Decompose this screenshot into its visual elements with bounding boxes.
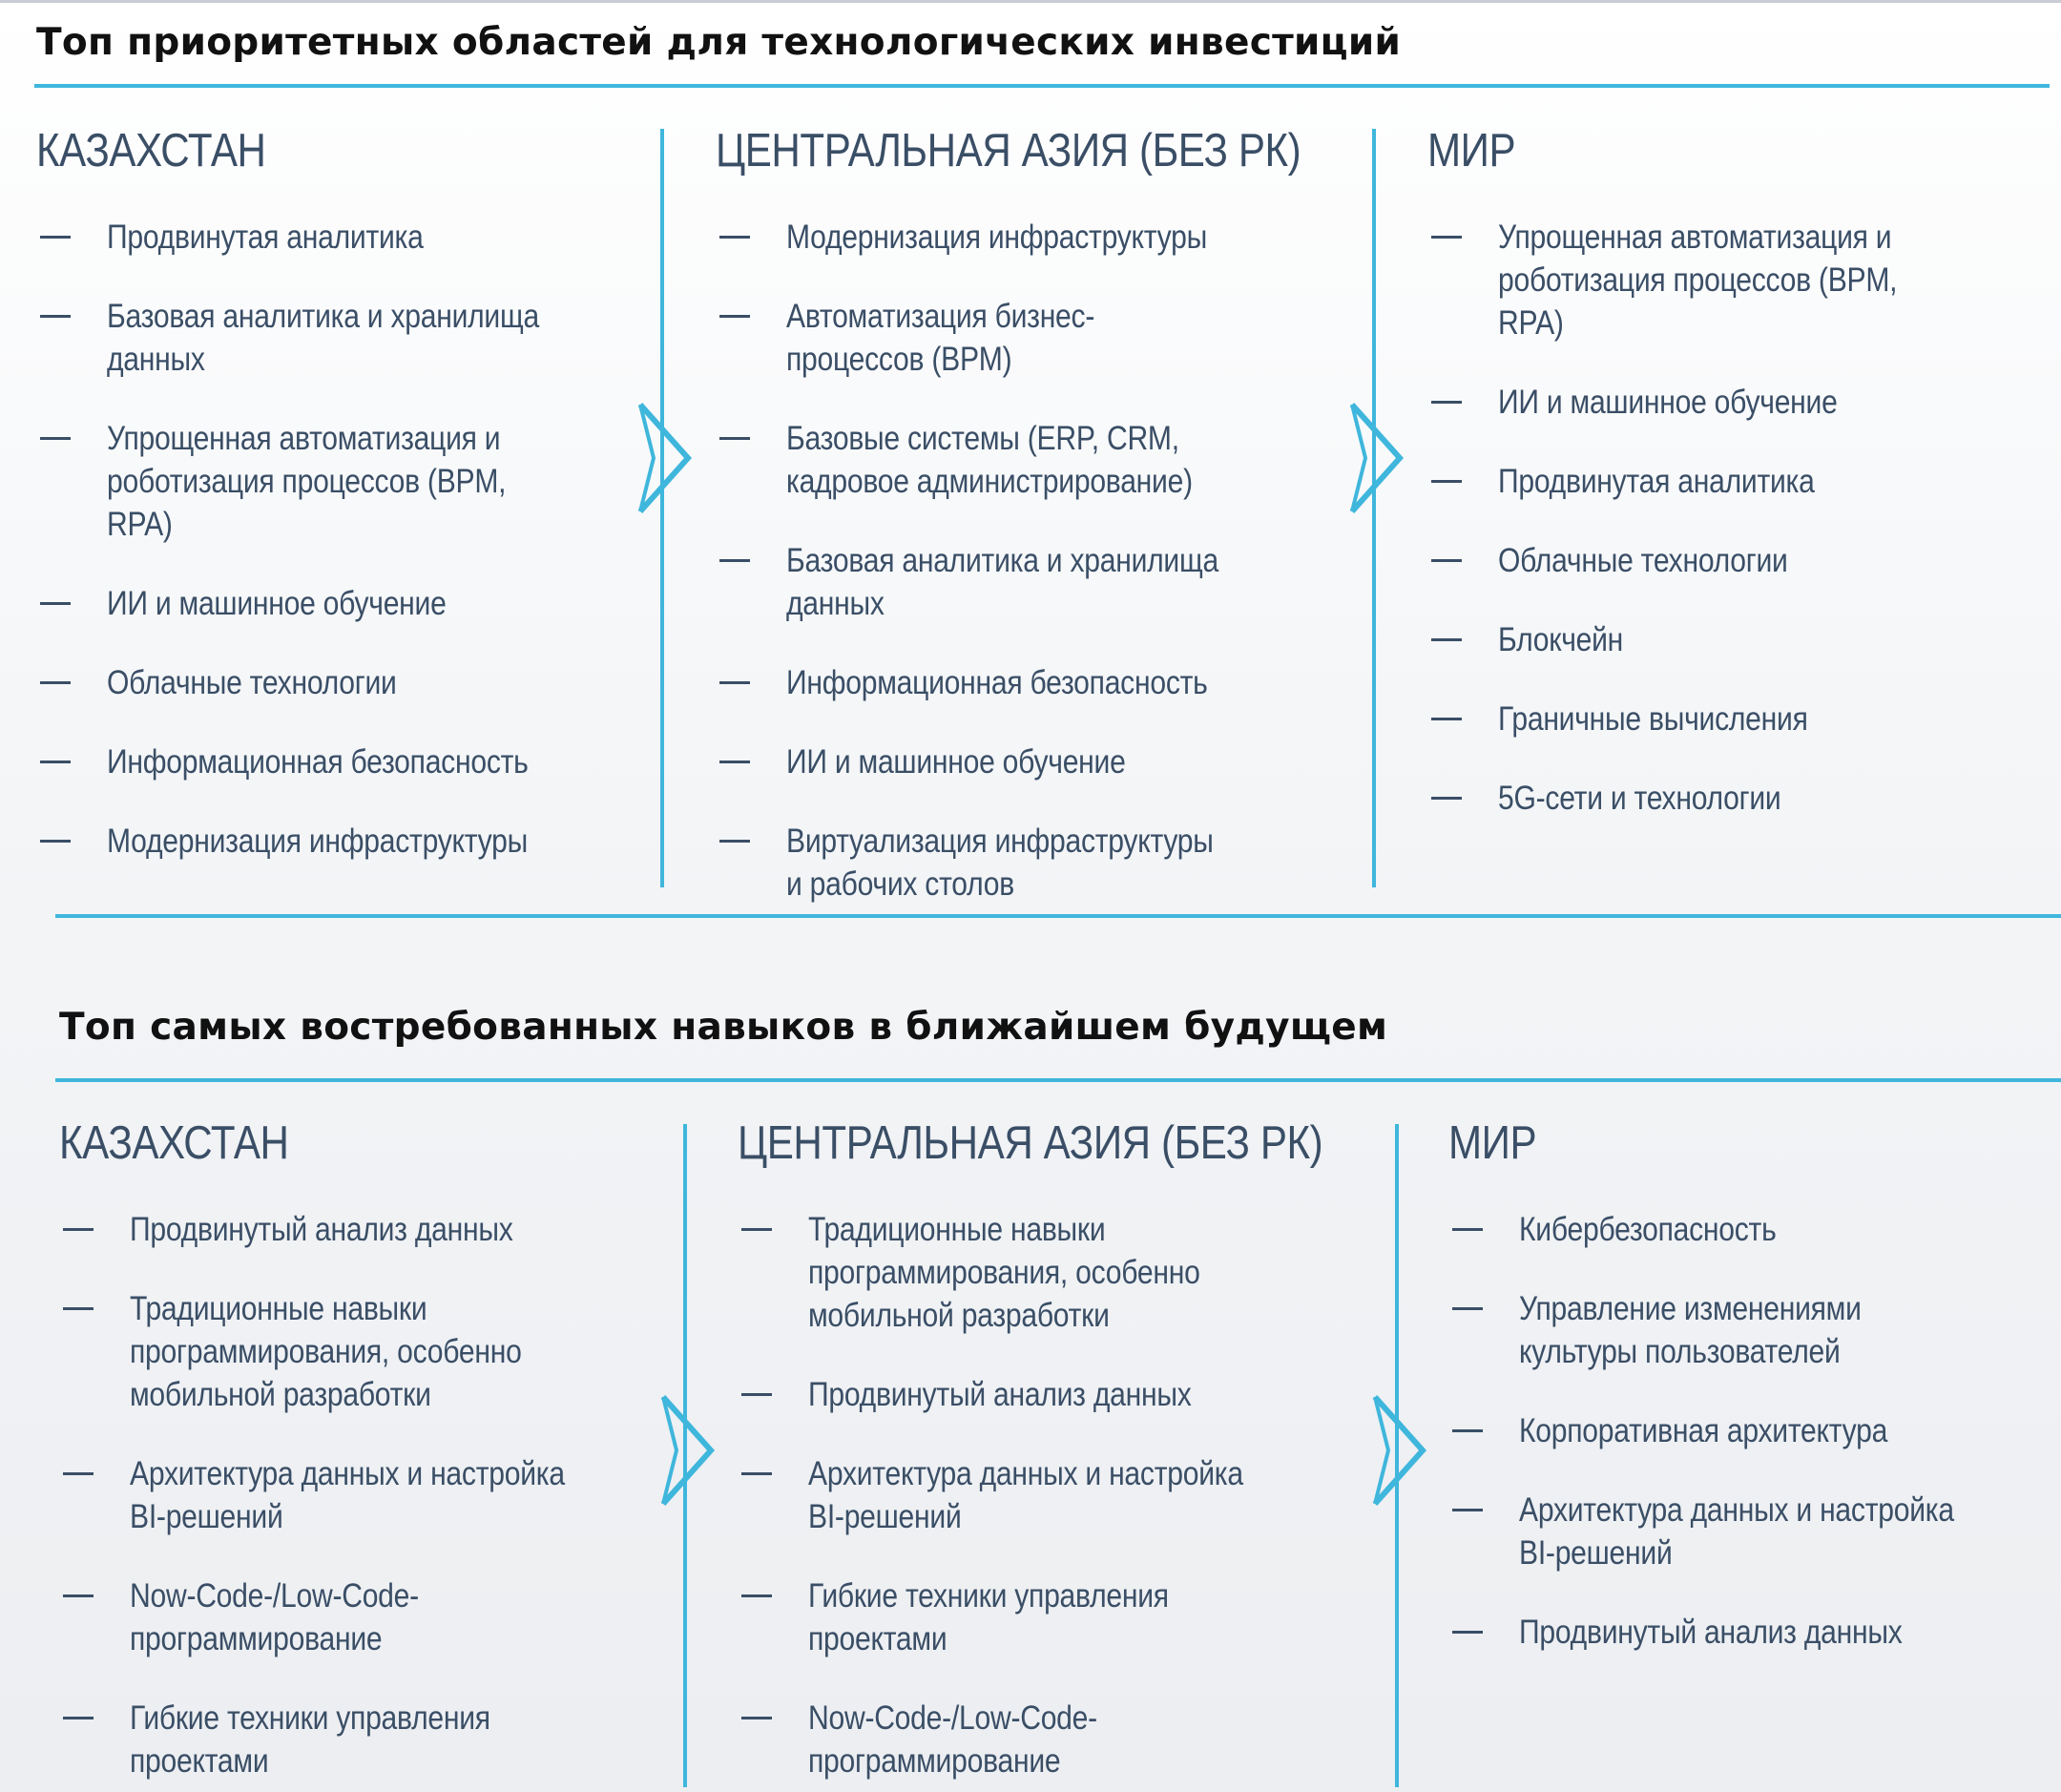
- list-item-text: программирование: [130, 1620, 383, 1657]
- list-item: [59, 1697, 670, 1782]
- skills-title: Топ самых востребованных навыков в ближайшем будущем: [59, 1006, 1388, 1049]
- list-item: [716, 295, 1326, 381]
- investments-list: [1427, 216, 2038, 820]
- list-item: [738, 1574, 1348, 1660]
- list-item-text: Гибкие техники управления: [130, 1699, 490, 1737]
- list-item-text: Блокчейн: [1498, 621, 1624, 658]
- column-title: МИР: [1427, 125, 1516, 177]
- investments-col-kazakhstan: [36, 124, 647, 863]
- list-item-text: 5G-сети и технологии: [1498, 780, 1781, 817]
- investments-col-central-asia: [716, 124, 1326, 906]
- investments-list: [36, 216, 647, 863]
- list-item-text: мобильной разработки: [130, 1376, 431, 1413]
- list-item-text: Продвинутая аналитика: [1498, 463, 1815, 500]
- list-item-text: роботизация процессов (BPM,: [1498, 261, 1898, 299]
- column-title: ЦЕНТРАЛЬНАЯ АЗИЯ (БЕЗ РК): [738, 1117, 1323, 1169]
- skills-title-rule: [55, 1078, 2061, 1082]
- list-item-text: Модернизация инфраструктуры: [786, 219, 1207, 256]
- list-item-text: BI-решений: [130, 1498, 283, 1535]
- list-item-text: культуры пользователей: [1519, 1333, 1841, 1370]
- list-item: [1448, 1611, 2059, 1654]
- list-item: [738, 1208, 1348, 1337]
- list-item-text: роботизация процессов (BPM,: [107, 463, 507, 500]
- list-item: [738, 1373, 1348, 1416]
- list-item: [1427, 460, 2038, 503]
- list-item-text: ИИ и машинное обучение: [786, 743, 1126, 781]
- list-item-text: Now-Code-/Low-Code-: [130, 1577, 419, 1615]
- list-item-text: Now-Code-/Low-Code-: [808, 1699, 1097, 1737]
- list-item: [716, 820, 1326, 906]
- column-title: МИР: [1448, 1117, 1537, 1169]
- list-item-text: Упрощенная автоматизация и: [107, 420, 501, 457]
- list-item-text: кадровое администрирование): [786, 463, 1193, 500]
- list-item-text: BI-решений: [808, 1498, 962, 1535]
- list-item-text: процессов (BPM): [786, 341, 1012, 378]
- list-item-text: Виртуализация инфраструктуры: [786, 823, 1214, 860]
- chevron-right-icon: [1346, 401, 1405, 515]
- list-item-text: данных: [107, 341, 205, 378]
- list-item: [716, 417, 1326, 503]
- list-item-text: Архитектура данных и настройка: [130, 1455, 565, 1492]
- list-item: [1427, 381, 2038, 424]
- list-item: [59, 1208, 670, 1251]
- list-item-text: Информационная безопасность: [107, 743, 529, 781]
- skills-col-central-asia: [738, 1116, 1348, 1782]
- list-item-text: Кибербезопасность: [1519, 1211, 1777, 1248]
- list-item: [1448, 1287, 2059, 1373]
- list-item: [59, 1452, 670, 1538]
- list-item-text: Традиционные навыки: [130, 1290, 427, 1327]
- list-item-text: Автоматизация бизнес-: [786, 298, 1095, 335]
- chevron-right-icon: [657, 1393, 717, 1508]
- chevron-right-icon: [1369, 1393, 1428, 1508]
- list-item-text: Модернизация инфраструктуры: [107, 823, 528, 860]
- list-item-text: программирования, особенно: [130, 1333, 522, 1370]
- list-item: [36, 582, 647, 625]
- list-item-text: Облачные технологии: [107, 664, 397, 701]
- list-item: [59, 1574, 670, 1660]
- list-item: [1448, 1489, 2059, 1574]
- list-item: [59, 1287, 670, 1416]
- list-item: [1427, 698, 2038, 740]
- list-item-text: Продвинутый анализ данных: [808, 1376, 1192, 1413]
- list-item-text: программирование: [808, 1742, 1061, 1780]
- list-item-text: Информационная безопасность: [786, 664, 1208, 701]
- list-item: [1448, 1208, 2059, 1251]
- list-item: [1427, 216, 2038, 344]
- list-item-text: мобильной разработки: [808, 1297, 1110, 1334]
- list-item: [716, 539, 1326, 625]
- list-item: [716, 216, 1326, 259]
- list-item-text: BI-решений: [1519, 1534, 1673, 1572]
- investments-list: [716, 216, 1326, 906]
- section-divider: [55, 914, 2061, 918]
- list-item-text: Базовые системы (ERP, CRM,: [786, 420, 1179, 457]
- list-item-text: RPA): [1498, 304, 1564, 342]
- investments-title: Топ приоритетных областей для технологических инвестиций: [36, 21, 1402, 64]
- skills-list: [1448, 1208, 2059, 1654]
- skills-section: [0, 983, 2061, 1792]
- list-item: [36, 740, 647, 783]
- list-item-text: ИИ и машинное обучение: [1498, 384, 1838, 421]
- list-item: [1448, 1409, 2059, 1452]
- list-item-text: ИИ и машинное обучение: [107, 585, 447, 622]
- skills-list: [59, 1208, 670, 1782]
- list-item-text: RPA): [107, 506, 173, 543]
- list-item-text: Базовая аналитика и хранилища: [107, 298, 539, 335]
- list-item-text: и рабочих столов: [786, 865, 1014, 903]
- chevron-right-icon: [635, 401, 694, 515]
- list-item-text: проектами: [130, 1742, 269, 1780]
- list-item-text: проектами: [808, 1620, 947, 1657]
- list-item-text: Управление изменениями: [1519, 1290, 1862, 1327]
- list-item: [36, 295, 647, 381]
- column-title: ЦЕНТРАЛЬНАЯ АЗИЯ (БЕЗ РК): [716, 125, 1301, 177]
- skills-col-world: [1448, 1116, 2059, 1654]
- list-item-text: Архитектура данных и настройка: [1519, 1491, 1954, 1529]
- list-item-text: Продвинутый анализ данных: [130, 1211, 513, 1248]
- list-item: [1427, 618, 2038, 661]
- skills-col-kazakhstan: [59, 1116, 670, 1782]
- skills-list: [738, 1208, 1348, 1782]
- list-item: [1427, 777, 2038, 820]
- list-item: [36, 216, 647, 259]
- column-title: КАЗАХСТАН: [59, 1117, 289, 1169]
- list-item-text: Продвинутый анализ данных: [1519, 1614, 1903, 1651]
- list-item: [738, 1697, 1348, 1782]
- list-item: [36, 661, 647, 704]
- investments-col-world: [1427, 124, 2038, 820]
- list-item-text: Базовая аналитика и хранилища: [786, 542, 1218, 579]
- list-item: [738, 1452, 1348, 1538]
- list-item: [716, 740, 1326, 783]
- list-item: [716, 661, 1326, 704]
- list-item-text: программирования, особенно: [808, 1254, 1200, 1291]
- list-item-text: Гибкие техники управления: [808, 1577, 1169, 1615]
- column-title: КАЗАХСТАН: [36, 125, 266, 177]
- list-item-text: Облачные технологии: [1498, 542, 1788, 579]
- investments-title-rule: [34, 84, 2050, 88]
- list-item-text: Традиционные навыки: [808, 1211, 1106, 1248]
- list-item-text: Упрощенная автоматизация и: [1498, 219, 1892, 256]
- list-item-text: Продвинутая аналитика: [107, 219, 424, 256]
- list-item-text: данных: [786, 585, 885, 622]
- list-item-text: Корпоративная архитектура: [1519, 1412, 1888, 1449]
- list-item: [36, 820, 647, 863]
- list-item-text: Архитектура данных и настройка: [808, 1455, 1243, 1492]
- list-item: [1427, 539, 2038, 582]
- list-item-text: Граничные вычисления: [1498, 700, 1808, 738]
- list-item: [36, 417, 647, 546]
